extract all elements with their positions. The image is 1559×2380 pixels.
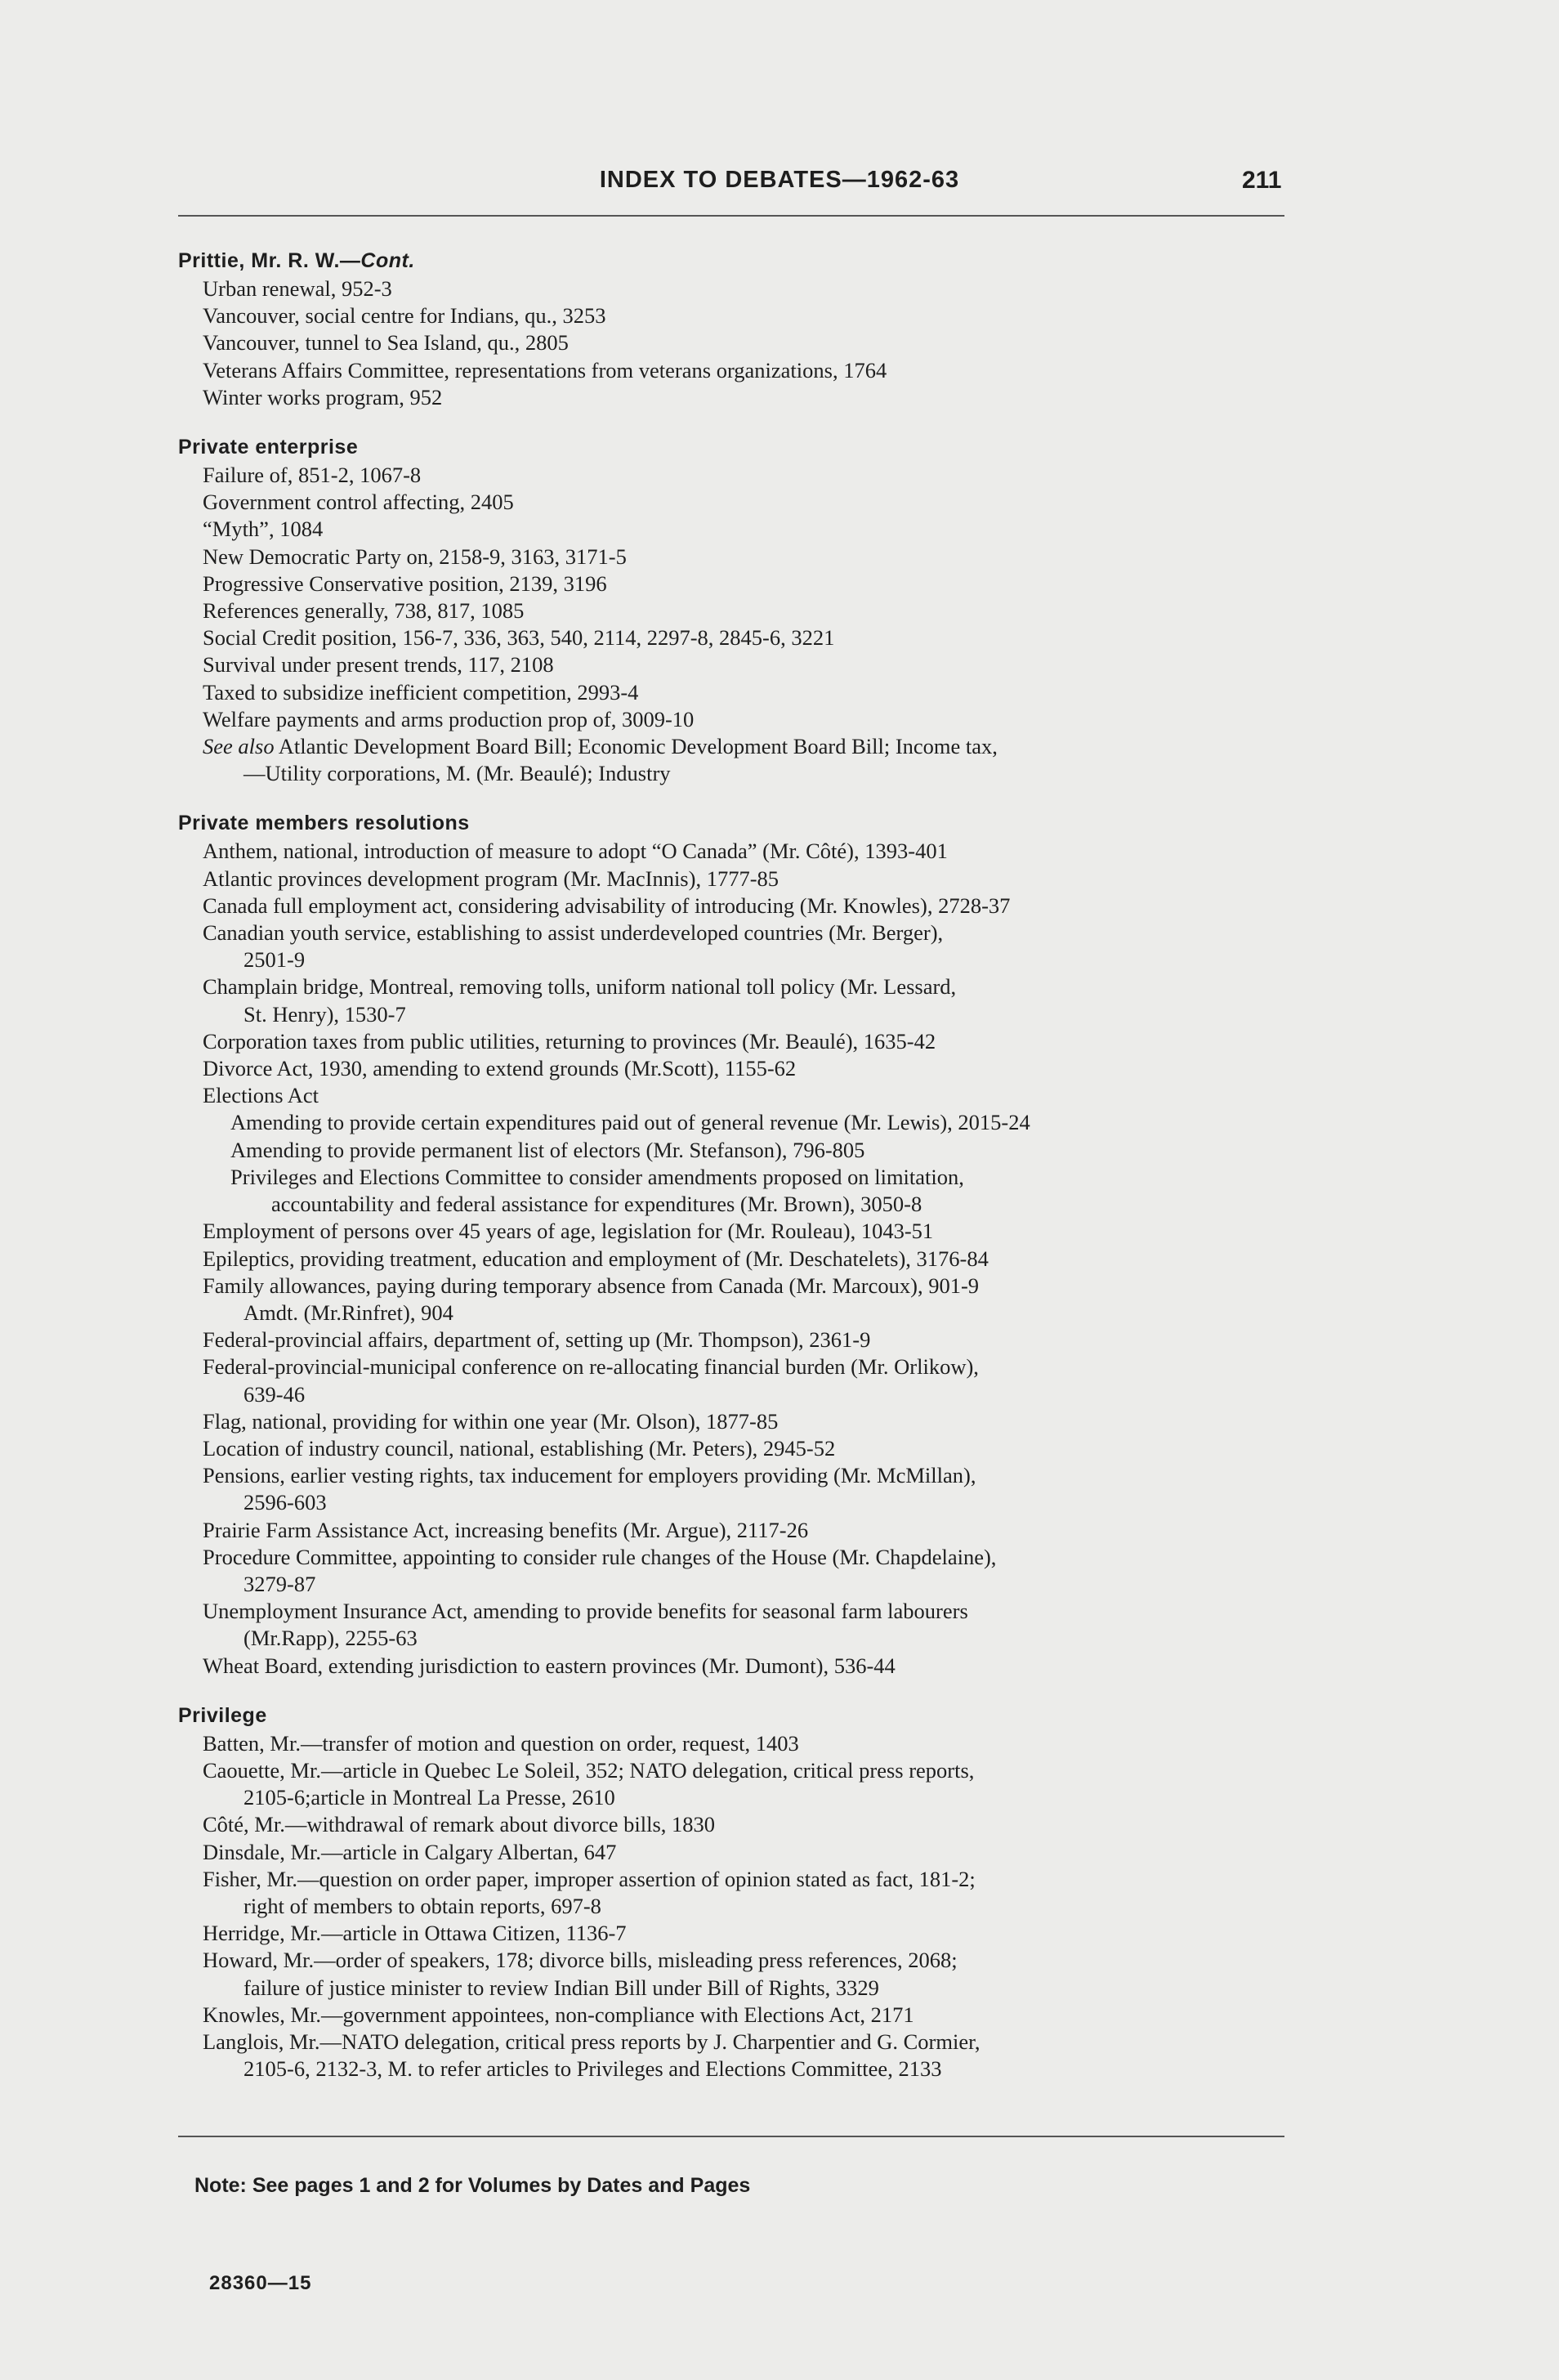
entry-line: Howard, Mr.—order of speakers, 178; divorce bills, misleading press references, 2068; (203, 1948, 958, 1973)
entry-line: Winter works program, 952 (203, 384, 443, 409)
entry-line: Federal-provincial-municipal conference on re-allocating financial burden (Mr. Orlikow), (203, 1354, 979, 1380)
entry-line: Progressive Conservative position, 2139, 3196 (203, 570, 607, 596)
index-entry (178, 1082, 1420, 1109)
index-entry (178, 892, 1420, 919)
entry-line: Prairie Farm Assistance Act, increasing benefits (Mr. Argue), 2117-26 (203, 1517, 809, 1542)
index-entry (178, 2029, 1420, 2082)
index-entry (178, 1757, 1420, 1811)
entry-line: Divorce Act, 1930, amending to extend grounds (Mr.Scott), 1155-62 (203, 1056, 797, 1081)
entry-line: Amending to provide permanent list of electors (Mr. Stefanson), 796-805 (230, 1137, 865, 1162)
entry-line: —Utility corporations, M. (Mr. Beaulé); Industry (243, 761, 671, 786)
entry-line: Herridge, Mr.—article in Ottawa Citizen, 1136-7 (203, 1921, 627, 1946)
index-entry (178, 357, 1420, 384)
entry-line: Caouette, Mr.—article in Quebec Le Soleil, 352; NATO delegation, critical press reports, (203, 1757, 975, 1783)
index-entry (178, 919, 1420, 973)
entry-line: Atlantic Development Board Bill; Economic Development Board Bill; Income tax, (278, 734, 998, 759)
entry-line: accountability and federal assistance for expenditures (Mr. Brown), 3050-8 (271, 1192, 922, 1217)
entry-line: Urban renewal, 952-3 (203, 276, 392, 301)
index-entry (178, 1218, 1420, 1245)
index-entry (178, 384, 1420, 411)
entry-line: Vancouver, social centre for Indians, qu., 3253 (203, 303, 606, 329)
section-heading (178, 1702, 1420, 1730)
entry-line: Pensions, earlier vesting rights, tax inducement for employers providing (Mr. McMillan), (203, 1463, 976, 1488)
entry-line: Atlantic provinces development program (Mr. MacInnis), 1777-85 (203, 866, 780, 891)
index-subentry (178, 1164, 1420, 1218)
index-entry (178, 1839, 1420, 1866)
index-entry (178, 516, 1420, 543)
index-entry (178, 1246, 1420, 1273)
index-entry (178, 1653, 1420, 1680)
index-subentry (178, 1109, 1420, 1136)
section-heading-text: Prittie, Mr. R. W.— (178, 249, 361, 272)
index-entry (178, 2002, 1420, 2029)
index-entry (178, 302, 1420, 329)
entry-line: New Democratic Party on, 2158-9, 3163, 3171-5 (203, 544, 627, 569)
footer-note: Note: See pages 1 and 2 for Volumes by Dates and Pages (194, 2174, 751, 2197)
index-entry (178, 597, 1420, 624)
index-entry (178, 706, 1420, 733)
entry-line: Veterans Affairs Committee, representations from veterans organizations, 1764 (203, 357, 887, 382)
index-entry (178, 1517, 1420, 1544)
entry-line: 2501-9 (243, 947, 306, 973)
index-section (178, 248, 1420, 411)
entry-line: Welfare payments and arms production prop of, 3009-10 (203, 706, 695, 731)
index-entry (178, 1028, 1420, 1055)
entry-line: Taxed to subsidize inefficient competition, 2993-4 (203, 679, 639, 705)
index-entry (178, 275, 1420, 302)
entry-line: right of members to obtain reports, 697-8 (243, 1893, 601, 1918)
index-subentry (178, 1137, 1420, 1164)
entry-line: Family allowances, paying during temporary absence from Canada (Mr. Marcoux), 901-9 (203, 1273, 980, 1298)
entry-line: 2596-603 (243, 1490, 327, 1515)
index-entry (178, 1598, 1420, 1652)
section-heading-text: Private enterprise (178, 436, 359, 459)
entry-line: Batten, Mr.—transfer of motion and question on order, request, 1403 (203, 1730, 799, 1756)
entry-line: Knowles, Mr.—government appointees, non-compliance with Elections Act, 2171 (203, 2002, 914, 2027)
entry-line: Location of industry council, national, establishing (Mr. Peters), 2945-52 (203, 1435, 836, 1461)
entry-line: Social Credit position, 156-7, 336, 363, 540, 2114, 2297-8, 2845-6, 3221 (203, 625, 835, 651)
entry-line: Dinsdale, Mr.—article in Calgary Albertan, 647 (203, 1839, 617, 1864)
index-section (178, 434, 1420, 787)
entry-line: Fisher, Mr.—question on order paper, improper assertion of opinion stated as fact, 181-2; (203, 1866, 976, 1891)
section-heading (178, 434, 1420, 462)
section-heading (178, 810, 1420, 838)
index-entry (178, 733, 1420, 787)
entry-line: Wheat Board, extending jurisdiction to eastern provinces (Mr. Dumont), 536-44 (203, 1653, 896, 1678)
index-entry (178, 1408, 1420, 1435)
entry-line: 3279-87 (243, 1571, 316, 1596)
index-entry (178, 1544, 1420, 1598)
header-rule (178, 215, 1284, 217)
index-entry (178, 570, 1420, 597)
print-code: 28360—15 (209, 2272, 312, 2294)
entry-line: Flag, national, providing for within one year (Mr. Olson), 1877-85 (203, 1408, 779, 1434)
index-section (178, 810, 1420, 1679)
index-content (178, 248, 1420, 2105)
running-title: INDEX TO DEBATES—1962-63 (599, 167, 960, 193)
index-entry (178, 1055, 1420, 1082)
section-heading-text: Privilege (178, 1703, 267, 1727)
index-entry (178, 1273, 1420, 1326)
entry-line: Canada full employment act, considering advisability of introducing (Mr. Knowles), 2728-37 (203, 892, 1011, 918)
index-entry (178, 1947, 1420, 2001)
index-entry (178, 1730, 1420, 1757)
entry-line: Corporation taxes from public utilities, returning to provinces (Mr. Beaulé), 1635-42 (203, 1028, 936, 1054)
entry-line: Unemployment Insurance Act, amending to provide benefits for seasonal farm labourers (203, 1599, 968, 1624)
entry-line: Epileptics, providing treatment, education and employment of (Mr. Deschatelets), 3176-84 (203, 1246, 989, 1271)
entry-line: failure of justice minister to review Indian Bill under Bill of Rights, 3329 (243, 1975, 879, 2000)
index-entry (178, 1811, 1420, 1838)
see-also-label: See also (203, 734, 275, 759)
entry-line: Federal-provincial affairs, department of, setting up (Mr. Thompson), 2361-9 (203, 1327, 871, 1353)
index-entry (178, 489, 1420, 516)
section-heading-text: Private members resolutions (178, 812, 470, 835)
index-entry (178, 1326, 1420, 1353)
index-entry (178, 1920, 1420, 1947)
entry-line: Langlois, Mr.—NATO delegation, critical press reports by J. Charpentier and G. Cormier, (203, 2029, 981, 2054)
index-entry (178, 1462, 1420, 1516)
entry-line: Employment of persons over 45 years of age, legislation for (Mr. Rouleau), 1043-51 (203, 1219, 934, 1244)
entry-line: Privileges and Elections Committee to consider amendments proposed on limitation, (230, 1164, 964, 1189)
entry-line: 2105-6;article in Montreal La Presse, 2610 (243, 1785, 615, 1810)
entry-line: Vancouver, tunnel to Sea Island, qu., 2805 (203, 330, 569, 356)
entry-line: Procedure Committee, appointing to consider rule changes of the House (Mr. Chapdelaine), (203, 1544, 997, 1569)
entry-line: St. Henry), 1530-7 (243, 1001, 406, 1027)
index-entry (178, 866, 1420, 892)
footer-rule (178, 2136, 1284, 2137)
entry-line: Elections Act (203, 1083, 319, 1108)
index-entry (178, 838, 1420, 865)
entry-line: 639-46 (243, 1381, 306, 1407)
section-heading (178, 248, 1420, 275)
index-entry (178, 544, 1420, 570)
entry-line: Survival under present trends, 117, 2108 (203, 652, 554, 678)
page-number: 211 (1242, 167, 1282, 194)
index-entry (178, 1866, 1420, 1920)
index-entry (178, 462, 1420, 489)
entry-line: Canadian youth service, establishing to assist underdeveloped countries (Mr. Berger), (203, 920, 944, 946)
index-entry (178, 973, 1420, 1027)
index-section (178, 1702, 1420, 2083)
section-heading-cont: Cont. (360, 249, 415, 272)
entry-line: Failure of, 851-2, 1067-8 (203, 463, 422, 488)
entry-line: Côté, Mr.—withdrawal of remark about divorce bills, 1830 (203, 1812, 716, 1837)
entry-line: “Myth”, 1084 (203, 517, 324, 542)
index-entry (178, 1435, 1420, 1462)
entry-line: References generally, 738, 817, 1085 (203, 598, 525, 624)
index-entry (178, 651, 1420, 678)
index-entry (178, 624, 1420, 651)
index-entry (178, 679, 1420, 706)
index-entry (178, 329, 1420, 356)
index-entry (178, 1353, 1420, 1407)
entry-line: Champlain bridge, Montreal, removing tolls, uniform national toll policy (Mr. Lessard, (203, 974, 957, 1000)
entry-line: Government control affecting, 2405 (203, 490, 514, 515)
entry-line: Amending to provide certain expenditures paid out of general revenue (Mr. Lewis), 2015-24 (230, 1110, 1030, 1135)
page-header (0, 160, 1559, 209)
entry-line: Anthem, national, introduction of measure to adopt “O Canada” (Mr. Côté), 1393-401 (203, 839, 948, 864)
entry-line: Amdt. (Mr.Rinfret), 904 (243, 1300, 453, 1325)
entry-line: 2105-6, 2132-3, M. to refer articles to Privileges and Elections Committee, 2133 (243, 2056, 942, 2082)
entry-line: (Mr.Rapp), 2255-63 (243, 1626, 418, 1651)
